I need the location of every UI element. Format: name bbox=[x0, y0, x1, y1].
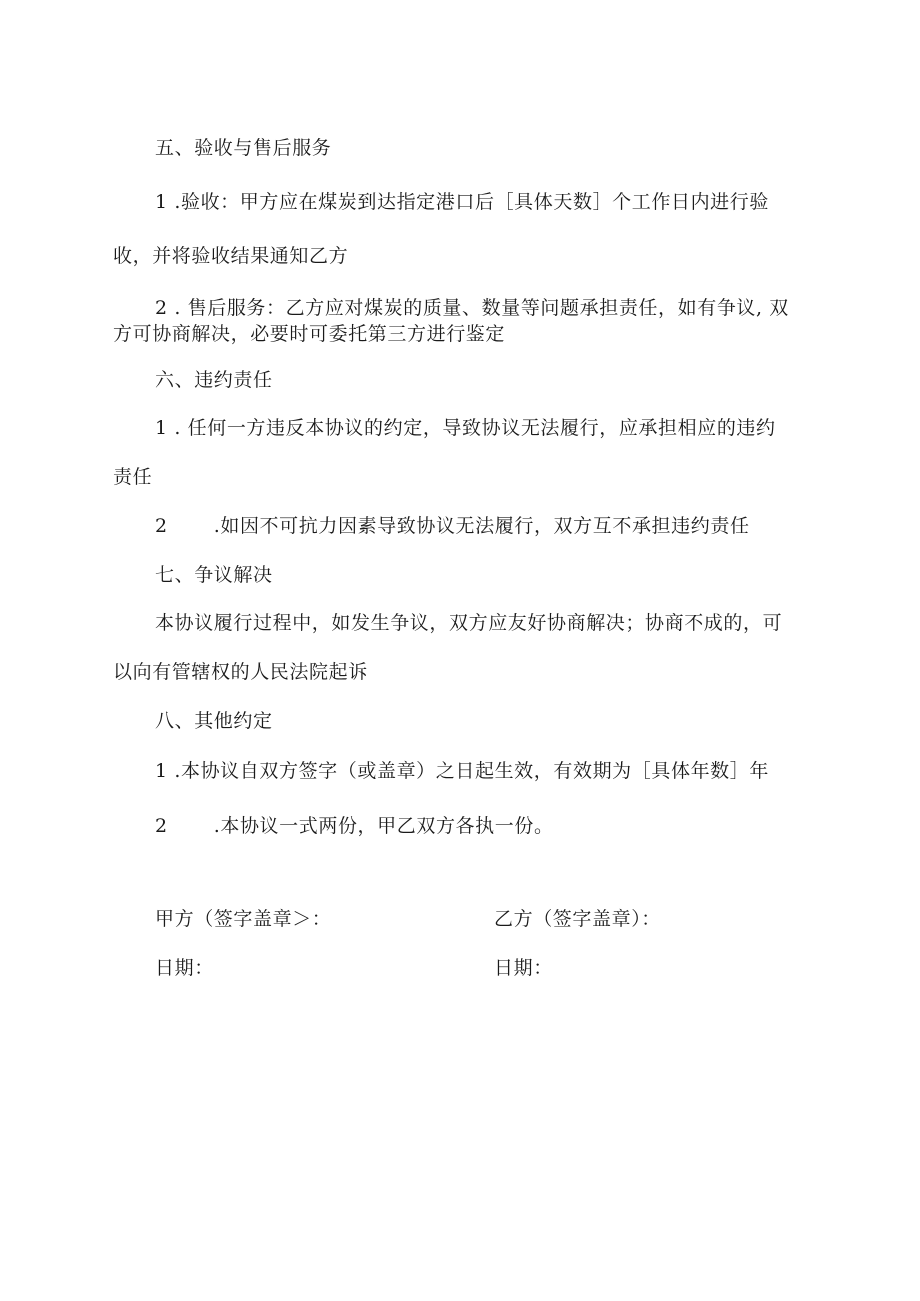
party-a-signature-label: 甲方（签字盖章＞： bbox=[155, 908, 332, 930]
section-7-para-line-2: 以向有管辖权的人民法院起诉 bbox=[113, 661, 368, 683]
party-a-date-label: 日期： bbox=[155, 957, 214, 979]
section-5-item-2-line-1 bbox=[155, 296, 789, 320]
party-b-signature-label: 乙方（签字盖章）： bbox=[494, 908, 661, 930]
section-5-item-2-line-2: 方可协商解决，必要时可委托第三方进行鉴定 bbox=[113, 323, 506, 345]
section-5-heading: 五、验收与售后服务 bbox=[155, 137, 332, 159]
section-8-item-1 bbox=[155, 759, 769, 783]
item-number: 2 bbox=[155, 515, 168, 537]
section-6-heading: 六、违约责任 bbox=[155, 369, 273, 391]
section-8-item-2 bbox=[155, 814, 554, 838]
section-8-heading: 八、其他约定 bbox=[155, 710, 273, 732]
section-6-item-1-line-2: 责任 bbox=[113, 466, 153, 488]
section-6-item-2 bbox=[155, 514, 750, 538]
item-number: 1 bbox=[155, 191, 168, 213]
section-5-item-1-line-1 bbox=[155, 190, 769, 214]
item-text: .如因不可抗力因素导致协议无法履行，双方互不承担违约责任 bbox=[213, 515, 750, 537]
item-number: 2 bbox=[155, 297, 168, 319]
item-number: 2 bbox=[155, 815, 168, 837]
item-number: 1 bbox=[155, 760, 168, 782]
party-b-date-label: 日期： bbox=[494, 957, 553, 979]
item-text: .本协议一式两份，甲乙双方各执一份。 bbox=[213, 815, 554, 837]
item-text: .本协议自双方签字（或盖章）之日起生效，有效期为［具体年数］年 bbox=[167, 760, 769, 782]
item-text: . 售后服务：乙方应对煤炭的质量、数量等问题承担责任，如有争议, 双 bbox=[174, 297, 789, 319]
section-7-para-line-1: 本协议履行过程中，如发生争议，双方应友好协商解决；协商不成的，可 bbox=[155, 612, 783, 634]
section-6-item-1-line-1 bbox=[155, 416, 776, 440]
section-5-item-1-line-2: 收，并将验收结果通知乙方 bbox=[113, 245, 349, 267]
item-text: . 任何一方违反本协议的约定，导致协议无法履行，应承担相应的违约 bbox=[167, 417, 776, 439]
item-text: .验收：甲方应在煤炭到达指定港口后［具体天数］个工作日内进行验 bbox=[167, 191, 769, 213]
section-7-heading: 七、争议解决 bbox=[155, 564, 273, 586]
item-number: 1 bbox=[155, 417, 168, 439]
